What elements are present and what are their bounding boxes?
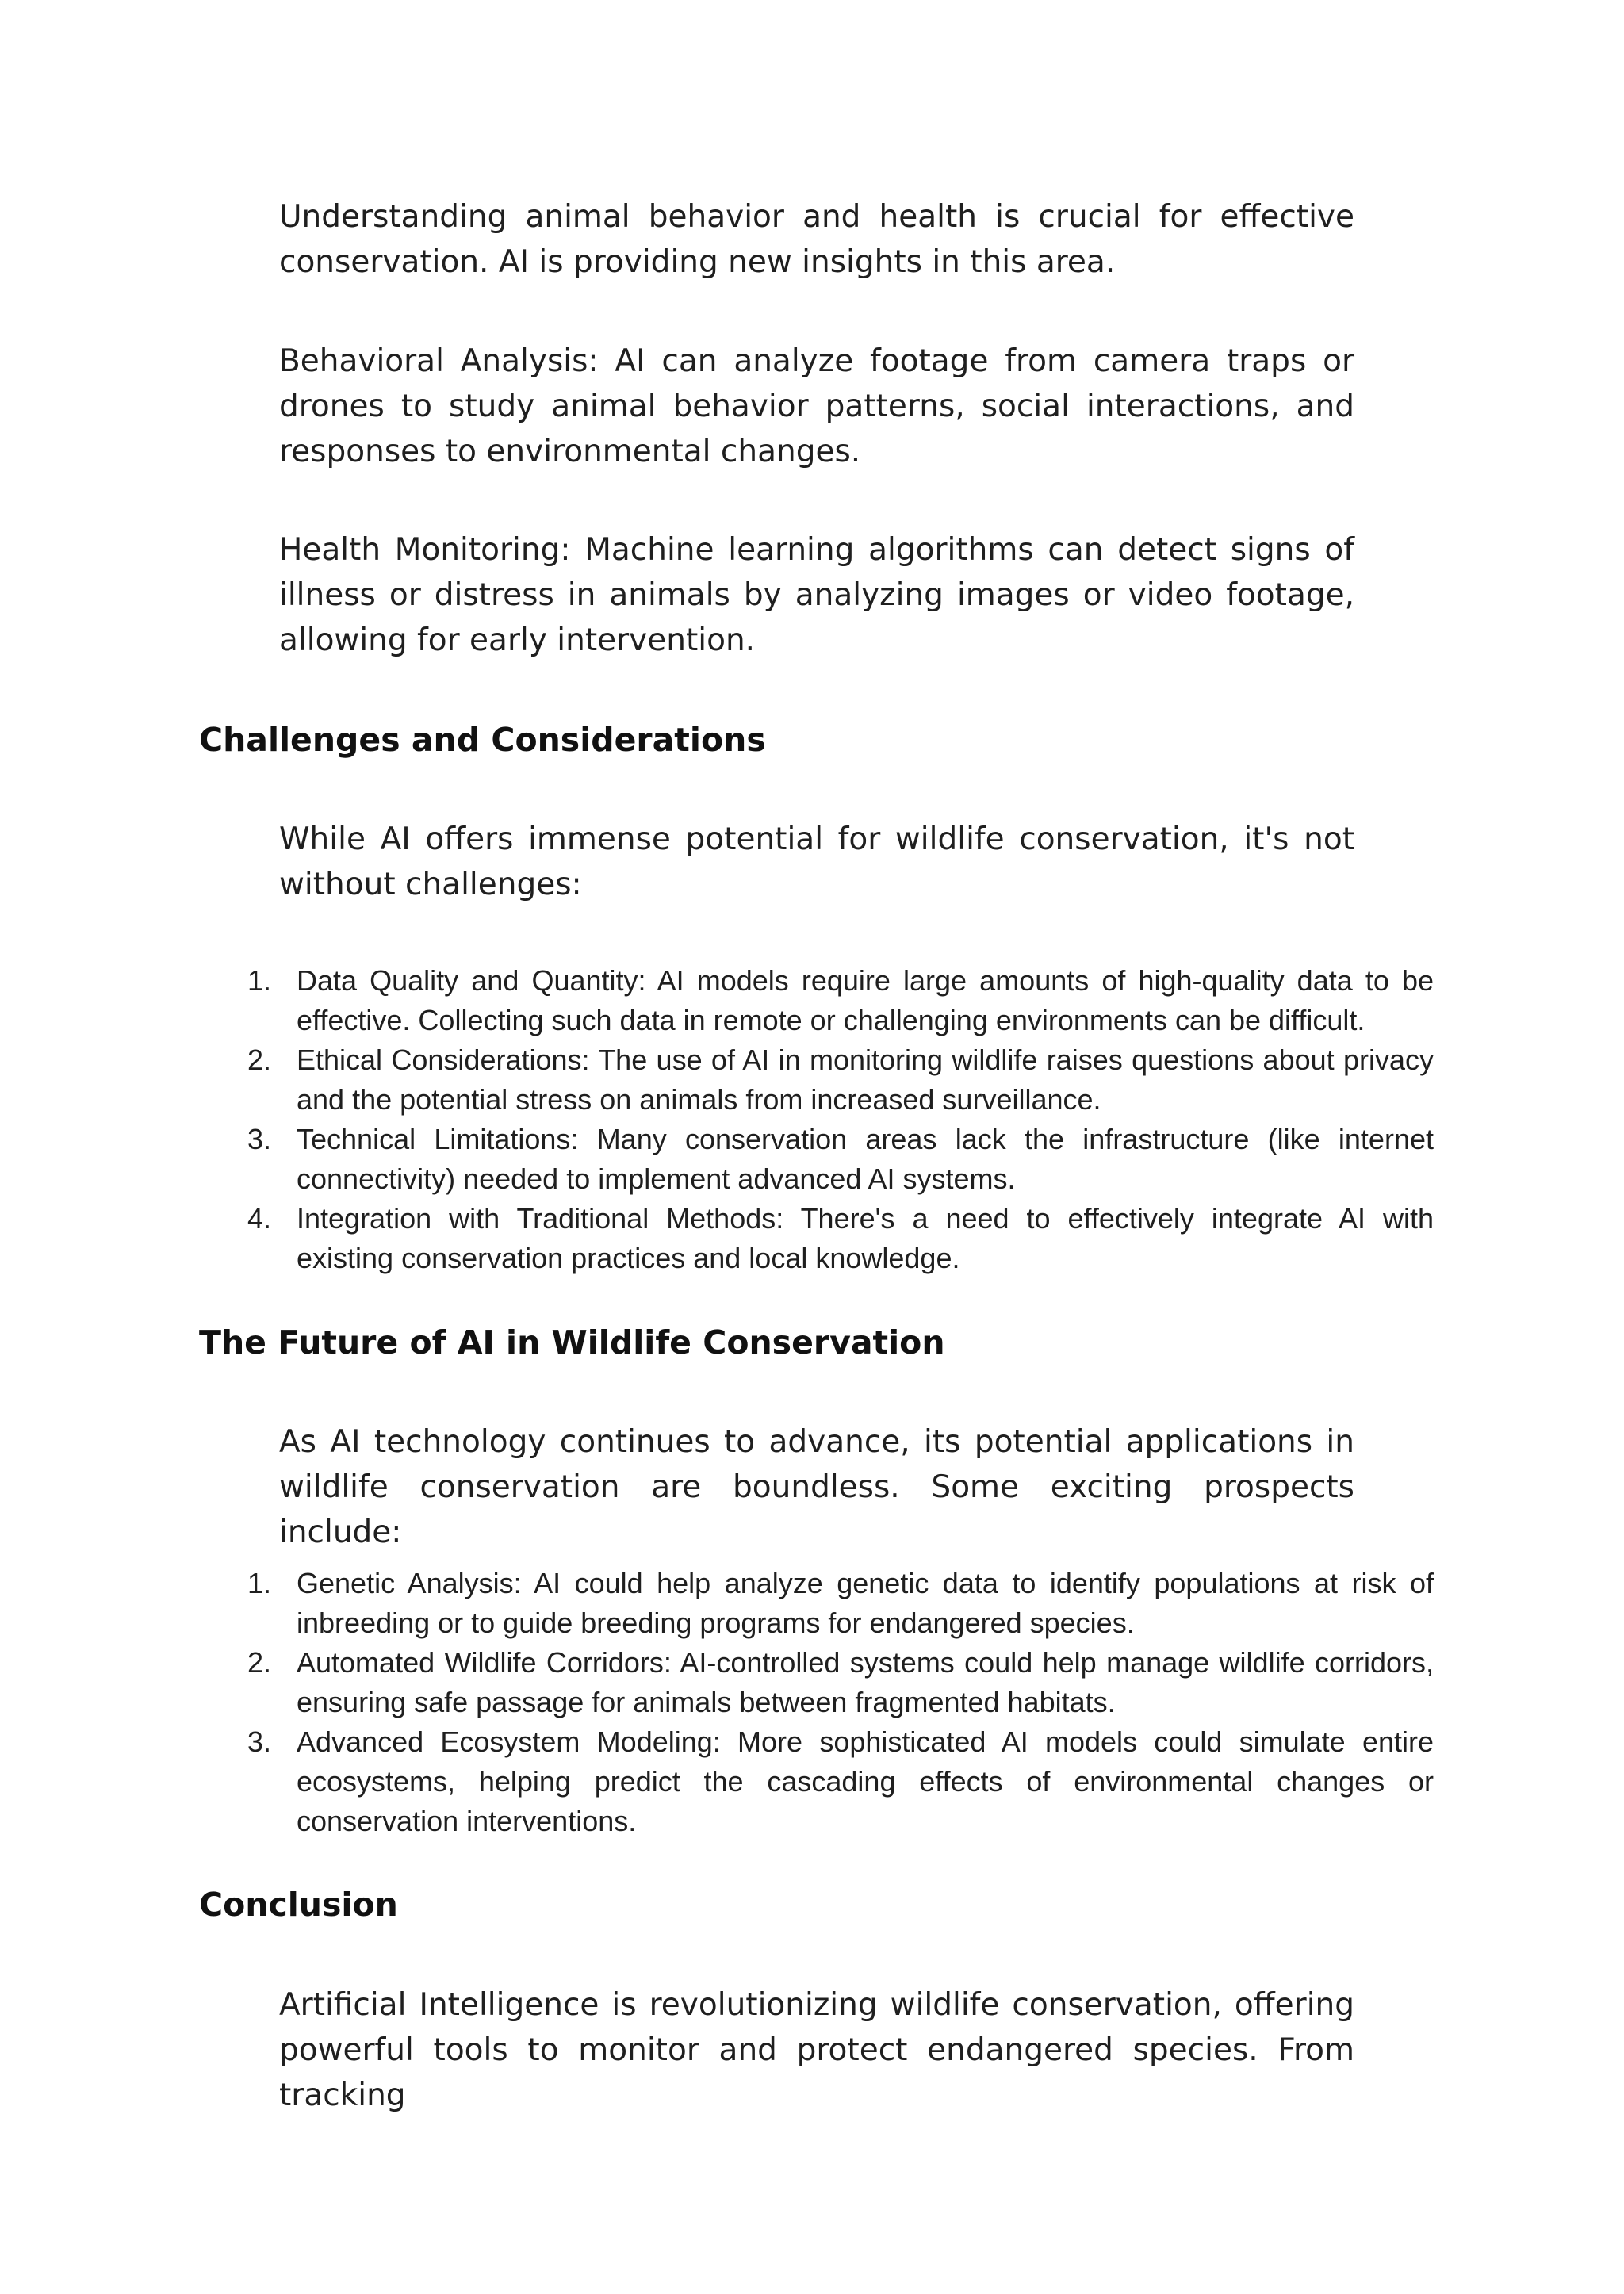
- list-item-text: Integration with Traditional Methods: There's a need to effectively integrate AI with existing conservation practices and local knowledge.: [297, 1202, 1434, 1274]
- list-item: [236, 1199, 1434, 1278]
- list-number: 1.: [247, 964, 272, 997]
- list-item-text: Technical Limitations: Many conservation areas lack the infrastructure (like internet connectivity) needed to implement advanced AI systems.: [297, 1123, 1434, 1195]
- challenges-intro-paragraph: While AI offers immense potential for wildlife conservation, it's not without challenges:: [279, 821, 1354, 902]
- list-item-text: Advanced Ecosystem Modeling: More sophisticated AI models could simulate entire ecosystems, helping predict the cascading effects of environmental changes or conservation interventions.: [297, 1725, 1434, 1837]
- list-number: 3.: [247, 1725, 272, 1758]
- future-intro-paragraph: As AI technology continues to advance, its potential applications in wildlife conservation are boundless. Some exciting prospects include:: [279, 1424, 1354, 1550]
- challenges-list: [236, 961, 1434, 1278]
- list-number: 2.: [247, 1044, 272, 1076]
- health-monitoring-paragraph: Health Monitoring: Machine learning algorithms can detect signs of illness or distress in animals by analyzing images or video footage, allowing for early intervention.: [279, 532, 1354, 658]
- list-number: 1.: [247, 1567, 272, 1599]
- list-number: 4.: [247, 1202, 272, 1235]
- challenges-heading: Challenges and Considerations: [199, 721, 766, 759]
- list-item-text: Automated Wildlife Corridors: AI-controlled systems could help manage wildlife corridors, ensuring safe passage for animals between fragmented habitats.: [297, 1646, 1434, 1718]
- future-list: [236, 1564, 1434, 1841]
- list-item-text: Data Quality and Quantity: AI models require large amounts of high-quality data to be effective. Collecting such data in remote or challenging environments can be difficult.: [297, 964, 1434, 1036]
- list-item: [236, 1120, 1434, 1199]
- list-number: 2.: [247, 1646, 272, 1679]
- list-item: [236, 1040, 1434, 1120]
- conclusion-paragraph: Artificial Intelligence is revolutionizing wildlife conservation, offering powerful tools to monitor and protect endangered species. From tracking: [279, 1987, 1354, 2113]
- list-item-text: Ethical Considerations: The use of AI in monitoring wildlife raises questions about privacy and the potential stress on animals from increased surveillance.: [297, 1044, 1434, 1116]
- list-item: [236, 1643, 1434, 1722]
- intro-paragraph: Understanding animal behavior and health is crucial for effective conservation. AI is providing new insights in this area.: [279, 199, 1354, 280]
- list-number: 3.: [247, 1123, 272, 1155]
- list-item: [236, 1722, 1434, 1841]
- behavioral-analysis-paragraph: Behavioral Analysis: AI can analyze footage from camera traps or drones to study animal behavior patterns, social interactions, and responses to environmental changes.: [279, 343, 1354, 469]
- list-item-text: Genetic Analysis: AI could help analyze genetic data to identify populations at risk of inbreeding or to guide breeding programs for endangered species.: [297, 1567, 1434, 1639]
- list-item: [236, 1564, 1434, 1643]
- future-heading: The Future of AI in Wildlife Conservation: [199, 1323, 945, 1361]
- list-item: [236, 961, 1434, 1040]
- conclusion-heading: Conclusion: [199, 1886, 398, 1924]
